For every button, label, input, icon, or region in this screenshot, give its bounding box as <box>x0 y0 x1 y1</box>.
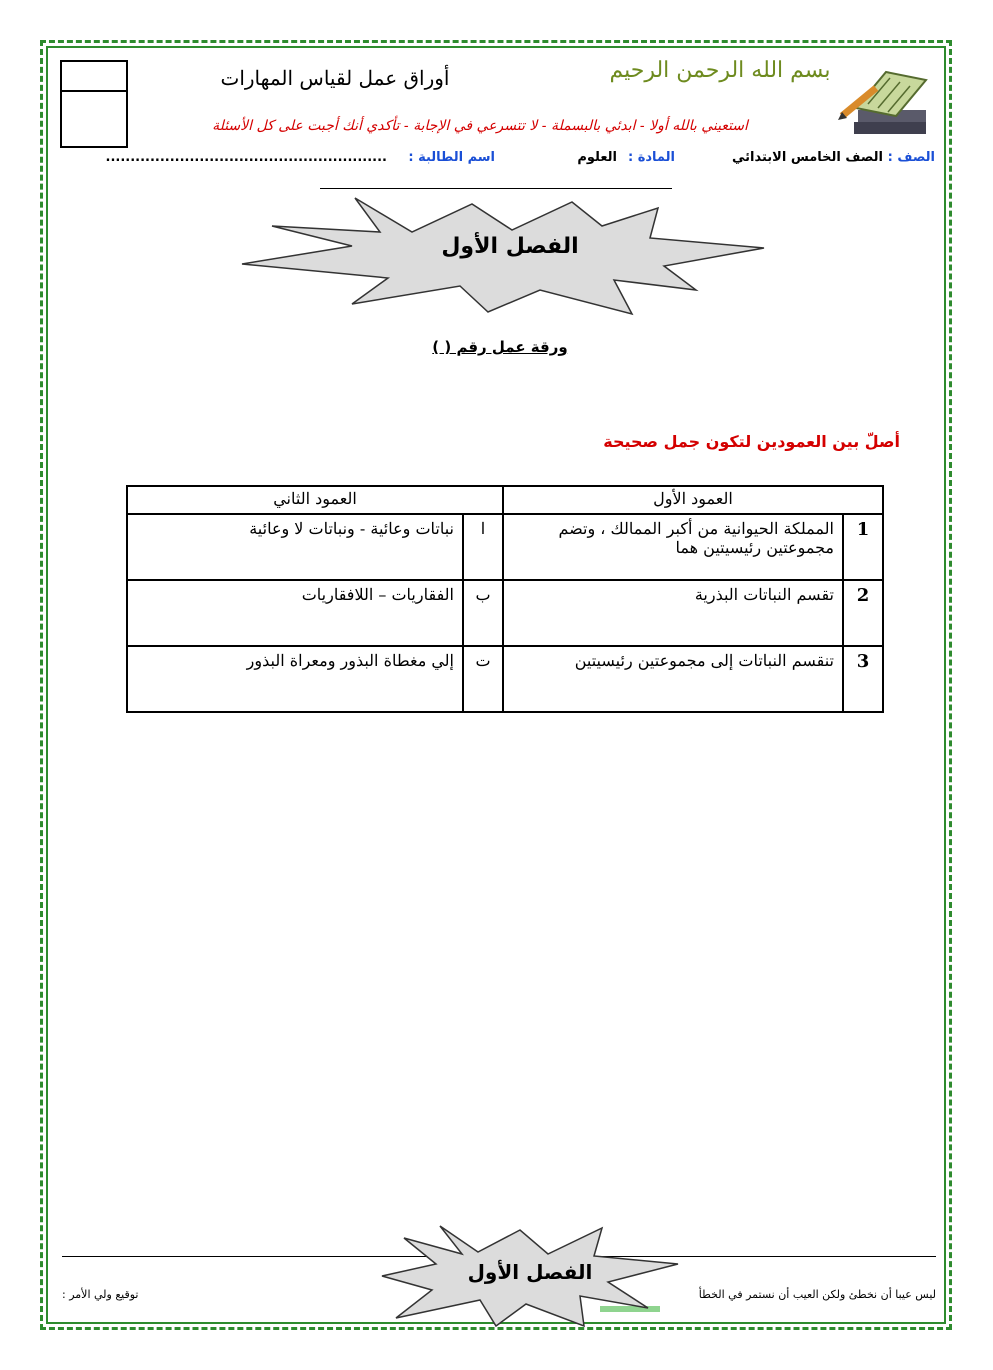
matching-table <box>126 485 884 713</box>
row-number: 1 <box>843 514 883 580</box>
worksheet-number <box>380 338 620 356</box>
table-row <box>127 646 883 712</box>
instructions: استعيني بالله أولا - ابدئي بالبسملة - لا تتسرعي في الإجابة - تأكدي أنك أجبت على كل الأسئلة <box>212 118 748 134</box>
student-info <box>85 150 935 172</box>
column-two-text: الفقاريات – اللافقاريات <box>127 580 463 646</box>
row-letter: ب <box>463 580 503 646</box>
row-number: 2 <box>843 580 883 646</box>
column-one-text: تقسم النباتات البذرية <box>503 580 843 646</box>
grade-box <box>60 60 128 148</box>
column-two-text: نباتات وعائية - ونباتات لا وعائية <box>127 514 463 580</box>
column-one-text: تنقسم النباتات إلى مجموعتين رئيسيتين <box>503 646 843 712</box>
table-row <box>127 580 883 646</box>
worksheet-title: أوراق عمل لقياس المهارات <box>220 66 450 90</box>
row-letter: ا <box>463 514 503 580</box>
question-instruction: أصلّ بين العمودين لتكون جمل صحيحة <box>603 432 900 451</box>
row-number: 3 <box>843 646 883 712</box>
col2-header: العمود الثاني <box>127 486 503 514</box>
footer-motto: ليس عيبا أن نخطئ ولكن العيب أن نستمر في الخطأ <box>698 1288 936 1301</box>
worksheet-number-label: ورقة عمل رقم ( ) <box>432 338 568 356</box>
footer-chapter-banner <box>380 1224 680 1328</box>
column-two-text: إلي مغطاة البذور ومعراة البذور <box>127 646 463 712</box>
row-letter: ت <box>463 646 503 712</box>
subject-label: المادة : <box>627 150 675 165</box>
name-label: اسم الطالبة : <box>408 150 495 165</box>
chapter-banner <box>240 196 780 320</box>
basmala: بسم الله الرحمن الرحيم <box>609 58 831 83</box>
divider-line <box>320 188 672 189</box>
footer-chapter-title: الفصل الأول <box>467 1260 593 1284</box>
col1-header: العمود الأول <box>503 486 883 514</box>
parent-signature-label: توقيع ولي الأمر : <box>62 1288 139 1301</box>
subject-value: العلوم <box>577 150 617 165</box>
chapter-title: الفصل الأول <box>441 234 579 259</box>
books-pencil-icon <box>838 58 934 142</box>
grade-label: الصف : <box>887 150 935 165</box>
column-one-text: المملكة الحيوانية من أكبر الممالك ، وتضم مجموعتين رئيسيتين هما <box>503 514 843 580</box>
name-dots: ......................................................... <box>105 150 387 165</box>
table-row <box>127 514 883 580</box>
grade-value: الصف الخامس الابتدائي <box>731 150 883 165</box>
